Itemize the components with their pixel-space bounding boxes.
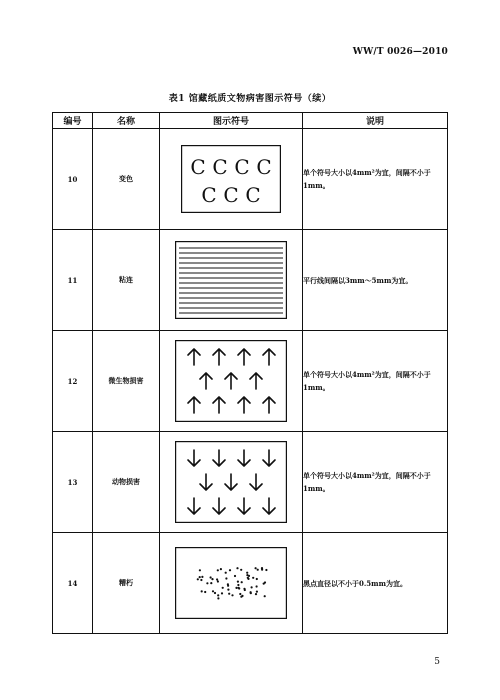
pattern-dot: [201, 590, 203, 592]
page-number: 5: [434, 657, 440, 667]
table-header-row: [53, 113, 448, 129]
pattern-dot: [238, 587, 240, 589]
pattern-dot: [217, 569, 219, 571]
symbol-cell: [160, 331, 303, 432]
pattern-dot: [197, 578, 199, 580]
column-header-symbol: 图示符号: [160, 113, 303, 129]
pattern-dot: [210, 582, 212, 584]
pattern-dot: [231, 594, 233, 596]
symbol-letter: C: [223, 183, 239, 207]
pattern-dot: [217, 594, 219, 596]
pattern-dot: [239, 593, 241, 595]
pattern-dot: [210, 576, 212, 578]
table-row: [53, 129, 448, 230]
pattern-dot: [241, 581, 243, 583]
row-name: 粘连: [93, 230, 160, 331]
pattern-dot: [255, 567, 257, 569]
symbol-letter: C: [212, 155, 228, 179]
pattern-dot: [199, 569, 201, 571]
pattern-dot: [227, 589, 229, 591]
pattern-dot: [256, 591, 258, 593]
pattern-dot: [211, 578, 213, 580]
table-row: [53, 432, 448, 533]
row-description: 单个符号大小以4mm²为宜，间隔不小于1mm。: [303, 331, 448, 432]
pattern-dot: [225, 577, 227, 579]
pattern-dot: [199, 576, 201, 578]
pattern-dot: [217, 597, 219, 599]
column-header-number: 编号: [53, 113, 93, 129]
symbol-table: [52, 112, 448, 634]
microbial-damage-symbol: [175, 340, 287, 422]
pattern-dot: [200, 579, 202, 581]
symbol-letter: C: [234, 155, 250, 179]
adhesion-symbol: [175, 241, 287, 319]
pattern-dot: [255, 593, 257, 595]
table-row: [53, 533, 448, 634]
animal-damage-symbol: [175, 441, 287, 523]
pattern-dot: [256, 578, 258, 580]
pattern-dot: [264, 581, 266, 583]
pattern-dot: [216, 578, 218, 580]
pattern-dot: [252, 577, 254, 579]
pattern-dot: [237, 581, 239, 583]
pattern-dot: [214, 592, 216, 594]
table-row: [53, 331, 448, 432]
pattern-dot: [228, 593, 230, 595]
row-number: 14: [53, 533, 93, 634]
pattern-dot: [261, 569, 263, 571]
pattern-dot: [220, 568, 222, 570]
row-number: 10: [53, 129, 93, 230]
pattern-dot: [221, 592, 223, 594]
pattern-dot: [237, 584, 239, 586]
standard-code: WW/T 0026—2010: [352, 47, 448, 57]
row-name: 糟朽: [93, 533, 160, 634]
pattern-dot: [265, 569, 267, 571]
pattern-dot: [206, 582, 208, 584]
pattern-dot: [264, 595, 266, 597]
row-name: 变色: [93, 129, 160, 230]
row-number: 11: [53, 230, 93, 331]
pattern-dot: [222, 587, 224, 589]
symbol-letter: C: [256, 155, 272, 179]
pattern-dot: [246, 572, 248, 574]
column-header-description: 说明: [303, 113, 448, 129]
discoloration-symbol: [181, 145, 281, 213]
row-description: 单个符号大小以4mm²为宜，间隔不小于1mm。: [303, 129, 448, 230]
pattern-dot: [229, 569, 231, 571]
pattern-dot: [236, 567, 238, 569]
column-header-name: 名称: [93, 113, 160, 129]
table-row: [53, 230, 448, 331]
symbol-letter: C: [245, 183, 261, 207]
symbol-letter: C: [201, 183, 217, 207]
pattern-dot: [240, 596, 242, 598]
pattern-dot: [217, 580, 219, 582]
pattern-dot: [204, 591, 206, 593]
decay-symbol: [175, 547, 287, 619]
pattern-dot: [246, 574, 248, 576]
pattern-dot: [227, 583, 229, 585]
pattern-dot: [243, 588, 245, 590]
symbol-cell: [160, 230, 303, 331]
row-name: 微生物损害: [93, 331, 160, 432]
symbol-cell: [160, 432, 303, 533]
pattern-dot: [212, 590, 214, 592]
row-description: 单个符号大小以4mm²为宜，间隔不小于1mm。: [303, 432, 448, 533]
symbol-letter: C: [190, 155, 206, 179]
pattern-dot: [251, 586, 253, 588]
pattern-dot: [234, 575, 236, 577]
symbol-cell: [160, 129, 303, 230]
row-number: 12: [53, 331, 93, 432]
row-description: 黑点直径以不小于0.5mm为宜。: [303, 533, 448, 634]
row-name: 动物损害: [93, 432, 160, 533]
pattern-dot: [235, 587, 237, 589]
pattern-dot: [257, 569, 259, 571]
pattern-dot: [247, 577, 249, 579]
row-number: 13: [53, 432, 93, 533]
pattern-dot: [256, 585, 258, 587]
table-caption: 表1 馆藏纸质文物病害图示符号（续）: [168, 94, 332, 104]
pattern-dot: [250, 592, 252, 594]
row-description: 平行线间隔以3mm～5mm为宜。: [303, 230, 448, 331]
symbol-cell: [160, 533, 303, 634]
pattern-dot: [201, 576, 203, 578]
pattern-dot: [240, 569, 242, 571]
pattern-dot: [225, 572, 227, 574]
